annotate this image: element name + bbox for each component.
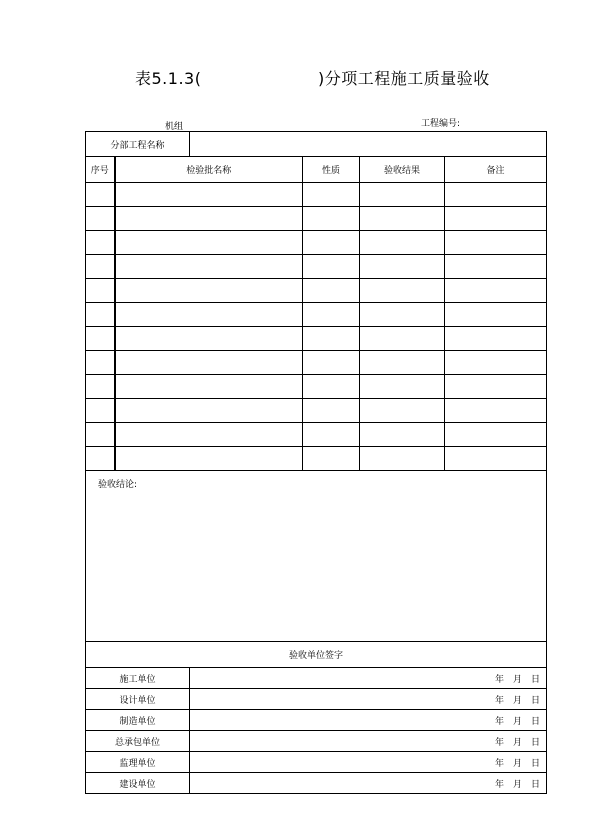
table-row <box>86 279 547 303</box>
cell-result[interactable] <box>360 423 445 447</box>
cell-remark[interactable] <box>445 447 547 471</box>
table-row <box>86 231 547 255</box>
cell-batch-name[interactable] <box>115 231 303 255</box>
form-title-prefix: 表5.1.3( <box>135 69 202 88</box>
table-row <box>86 351 547 375</box>
date-year-label: 年 <box>494 716 504 727</box>
project-name-row <box>86 132 547 157</box>
cell-nature[interactable] <box>303 231 360 255</box>
signature-row <box>86 710 547 731</box>
cell-no[interactable] <box>86 255 115 279</box>
cell-result[interactable] <box>360 327 445 351</box>
signature-row <box>86 752 547 773</box>
cell-nature[interactable] <box>303 303 360 327</box>
date-month-label: 月 <box>512 737 522 748</box>
form-title: )分项工程施工质量验收 <box>318 69 490 88</box>
col-header-no: 序号 <box>86 157 115 183</box>
cell-nature[interactable] <box>303 351 360 375</box>
cell-batch-name[interactable] <box>115 255 303 279</box>
cell-batch-name[interactable] <box>115 183 303 207</box>
date-year-label: 年 <box>494 779 504 790</box>
cell-no[interactable] <box>86 375 115 399</box>
cell-batch-name[interactable] <box>115 447 303 471</box>
cell-nature[interactable] <box>303 327 360 351</box>
cell-batch-name[interactable] <box>115 423 303 447</box>
date-month-label: 月 <box>512 716 522 727</box>
conclusion-cell[interactable] <box>86 471 547 642</box>
cell-batch-name[interactable] <box>115 327 303 351</box>
date-day-label: 日 <box>531 674 541 685</box>
cell-remark[interactable] <box>445 303 547 327</box>
table-row <box>86 183 547 207</box>
cell-result[interactable] <box>360 447 445 471</box>
signature-date-cell[interactable] <box>190 668 547 689</box>
cell-no[interactable] <box>86 207 115 231</box>
signature-header: 验收单位签字 <box>86 642 547 668</box>
cell-no[interactable] <box>86 399 115 423</box>
signature-row <box>86 773 547 794</box>
cell-nature[interactable] <box>303 375 360 399</box>
cell-nature[interactable] <box>303 183 360 207</box>
cell-no[interactable] <box>86 423 115 447</box>
cell-no[interactable] <box>86 351 115 375</box>
cell-result[interactable] <box>360 183 445 207</box>
date-month-label: 月 <box>512 695 522 706</box>
signature-row <box>86 668 547 689</box>
table-row <box>86 423 547 447</box>
date-day-label: 日 <box>531 758 541 769</box>
cell-result[interactable] <box>360 279 445 303</box>
signature-unit-label: 施工单位 <box>86 668 190 689</box>
cell-remark[interactable] <box>445 327 547 351</box>
cell-remark[interactable] <box>445 375 547 399</box>
cell-nature[interactable] <box>303 423 360 447</box>
cell-nature[interactable] <box>303 279 360 303</box>
cell-no[interactable] <box>86 447 115 471</box>
date-month-label: 月 <box>512 674 522 685</box>
cell-result[interactable] <box>360 399 445 423</box>
cell-remark[interactable] <box>445 255 547 279</box>
cell-remark[interactable] <box>445 183 547 207</box>
cell-nature[interactable] <box>303 447 360 471</box>
cell-remark[interactable] <box>445 207 547 231</box>
cell-no[interactable] <box>86 303 115 327</box>
table-row <box>86 447 547 471</box>
cell-result[interactable] <box>360 351 445 375</box>
conclusion-row <box>86 471 547 642</box>
signature-header-row <box>86 642 547 668</box>
date-month-label: 月 <box>512 779 522 790</box>
cell-no[interactable] <box>86 231 115 255</box>
date-day-label: 日 <box>531 695 541 706</box>
conclusion-label: 验收结论: <box>98 480 138 490</box>
cell-batch-name[interactable] <box>115 207 303 231</box>
col-header-nature: 性质 <box>303 157 360 183</box>
cell-nature[interactable] <box>303 399 360 423</box>
cell-result[interactable] <box>360 303 445 327</box>
cell-result[interactable] <box>360 207 445 231</box>
date-day-label: 日 <box>531 737 541 748</box>
cell-no[interactable] <box>86 183 115 207</box>
signature-row <box>86 731 547 752</box>
cell-remark[interactable] <box>445 279 547 303</box>
cell-nature[interactable] <box>303 255 360 279</box>
signature-unit-label: 总承包单位 <box>86 731 190 752</box>
cell-batch-name[interactable] <box>115 375 303 399</box>
cell-remark[interactable] <box>445 231 547 255</box>
project-name-value[interactable] <box>190 132 547 157</box>
cell-remark[interactable] <box>445 423 547 447</box>
cell-batch-name[interactable] <box>115 279 303 303</box>
date-year-label: 年 <box>494 695 504 706</box>
cell-result[interactable] <box>360 375 445 399</box>
cell-result[interactable] <box>360 231 445 255</box>
cell-result[interactable] <box>360 255 445 279</box>
acceptance-form-table <box>85 131 547 794</box>
date-day-label: 日 <box>531 779 541 790</box>
signature-unit-label: 设计单位 <box>86 689 190 710</box>
signature-unit-label: 建设单位 <box>86 773 190 794</box>
table-row <box>86 327 547 351</box>
cell-nature[interactable] <box>303 207 360 231</box>
project-code-label: 工程编号: <box>421 119 461 129</box>
table-row <box>86 375 547 399</box>
signature-unit-label: 制造单位 <box>86 710 190 731</box>
cell-batch-name[interactable] <box>115 351 303 375</box>
table-row <box>86 255 547 279</box>
cell-batch-name[interactable] <box>115 303 303 327</box>
cell-batch-name[interactable] <box>115 399 303 423</box>
signature-date-cell[interactable] <box>190 752 547 773</box>
table-row <box>86 399 547 423</box>
signature-date-cell[interactable] <box>190 731 547 752</box>
table-row <box>86 303 547 327</box>
signature-date-cell[interactable] <box>190 773 547 794</box>
date-year-label: 年 <box>494 758 504 769</box>
table-header-row <box>86 157 547 183</box>
date-year-label: 年 <box>494 737 504 748</box>
signature-date-cell[interactable] <box>190 689 547 710</box>
signature-unit-label: 监理单位 <box>86 752 190 773</box>
cell-no[interactable] <box>86 279 115 303</box>
signature-row <box>86 689 547 710</box>
col-header-result: 验收结果 <box>360 157 445 183</box>
project-name-label: 分部工程名称 <box>86 132 190 157</box>
table-row <box>86 207 547 231</box>
date-month-label: 月 <box>512 758 522 769</box>
unit-label: 机组 <box>165 122 184 132</box>
date-year-label: 年 <box>494 674 504 685</box>
signature-date-cell[interactable] <box>190 710 547 731</box>
col-header-batch-name: 检验批名称 <box>115 157 303 183</box>
cell-remark[interactable] <box>445 351 547 375</box>
cell-no[interactable] <box>86 327 115 351</box>
cell-remark[interactable] <box>445 399 547 423</box>
col-header-remark: 备注 <box>445 157 547 183</box>
date-day-label: 日 <box>531 716 541 727</box>
